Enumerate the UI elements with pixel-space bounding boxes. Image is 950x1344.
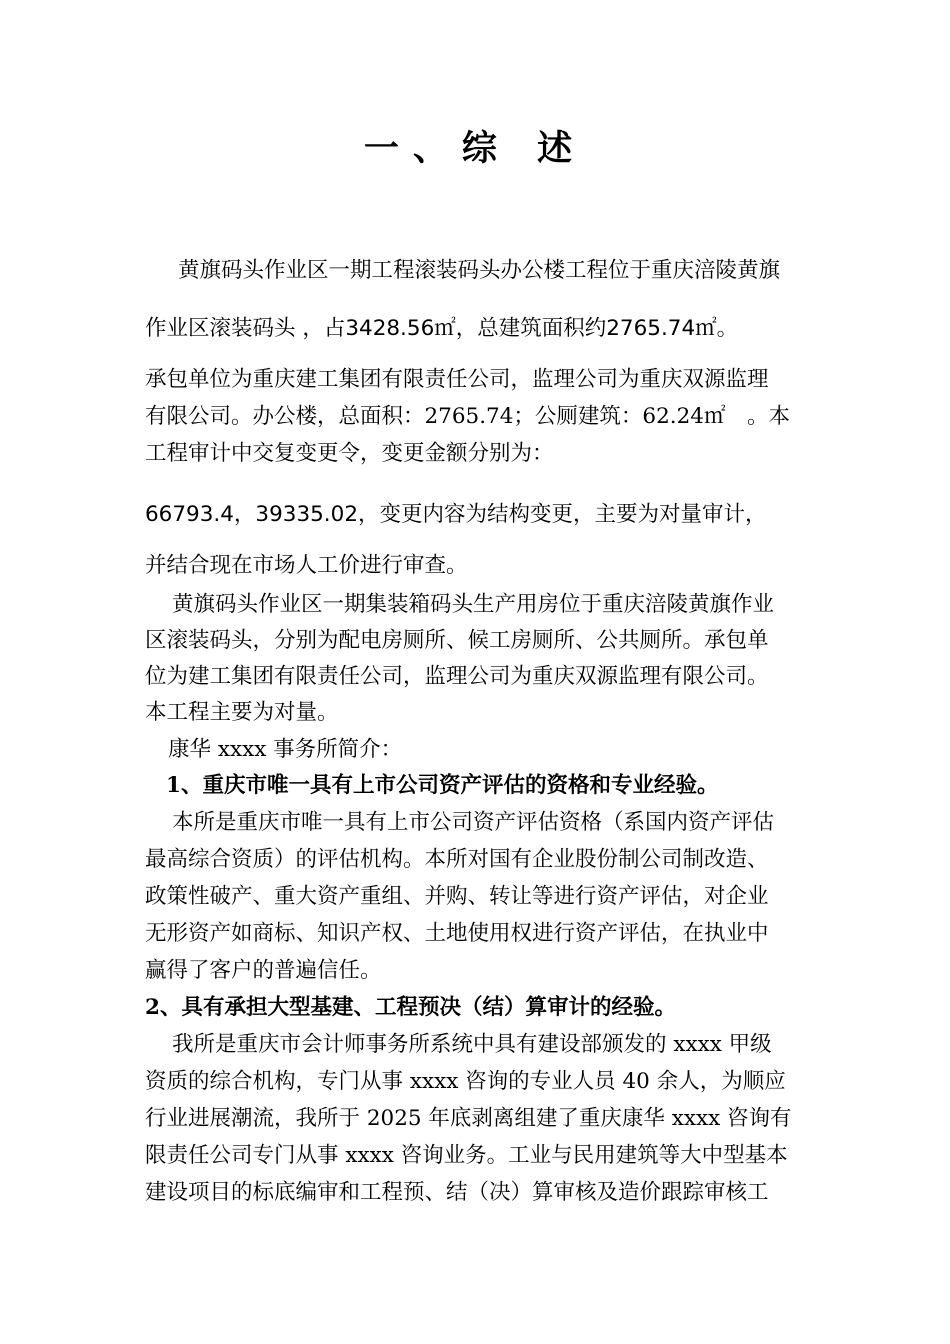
paragraph-line: 赢得了客户的普遍信任。	[145, 958, 382, 983]
paragraph-line: 限责任公司专门从事 xxxx 咨询业务。工业与民用建筑等大中型基本	[145, 1143, 788, 1168]
paragraph-line: 并结合现在市场人工价进行审查。	[145, 553, 468, 578]
paragraph-line: 区滚装码头，分别为配电房厕所、候工房厕所、公共厕所。承包单	[145, 628, 769, 653]
paragraph-line: 本工程主要为对量。	[145, 700, 339, 725]
paragraph-line: 行业进展潮流，我所于 2025 年底剥离组建了重庆康华 xxxx 咨询有	[145, 1106, 792, 1131]
section-heading-1: 1、重庆市唯一具有上市公司资产评估的资格和专业经验。	[166, 773, 719, 798]
paragraph-line: 本所是重庆市唯一具有上市公司资产评估资格（系国内资产评估	[172, 810, 775, 835]
paragraph-line: 位为建工集团有限责任公司，监理公司为重庆双源监理有限公司。	[145, 664, 769, 689]
section-heading-2: 2、具有承担大型基建、工程预决（结）算审计的经验。	[145, 995, 676, 1020]
paragraph-line: 资质的综合机构，专门从事 xxxx 咨询的专业人员 40 余人，为顺应	[145, 1069, 786, 1094]
paragraph-line: 作业区滚装码头 ，占3428.56㎡，总建筑面积约2765.74㎡。	[145, 316, 739, 341]
paragraph-line: 建设项目的标底编审和工程预、结（决）算审核及造价跟踪审核工	[145, 1180, 769, 1205]
paragraph-line: 政策性破产、重大资产重组、并购、转让等进行资产评估，对企业	[145, 884, 769, 909]
paragraph-line: 66793.4，39335.02，变更内容为结构变更，主要为对量审计，	[145, 502, 767, 527]
paragraph-line: 黄旗码头作业区一期工程滚装码头办公楼工程位于重庆涪陵黄旗	[178, 258, 781, 283]
paragraph-line: 黄旗码头作业区一期集装箱码头生产用房位于重庆涪陵黄旗作业	[172, 592, 775, 617]
paragraph-line: 无形资产如商标、知识产权、土地使用权进行资产评估，在执业中	[145, 921, 769, 946]
paragraph-line: 承包单位为重庆建工集团有限责任公司，监理公司为重庆双源监理	[145, 367, 769, 392]
paragraph-line: 最高综合资质）的评估机构。本所对国有企业股份制公司制改造、	[145, 847, 769, 872]
paragraph-line: 我所是重庆市会计师事务所系统中具有建设部颁发的 xxxx 甲级	[172, 1032, 772, 1057]
paragraph-line: 工程审计中交复变更令，变更金额分别为：	[145, 441, 554, 466]
paragraph-line: 有限公司。办公楼，总面积：2765.74；公厕建筑：62.24㎡ 。本	[145, 404, 790, 429]
page-title: 一、综 述	[363, 129, 587, 169]
section-intro: 康华 xxxx 事务所简介：	[168, 737, 403, 762]
